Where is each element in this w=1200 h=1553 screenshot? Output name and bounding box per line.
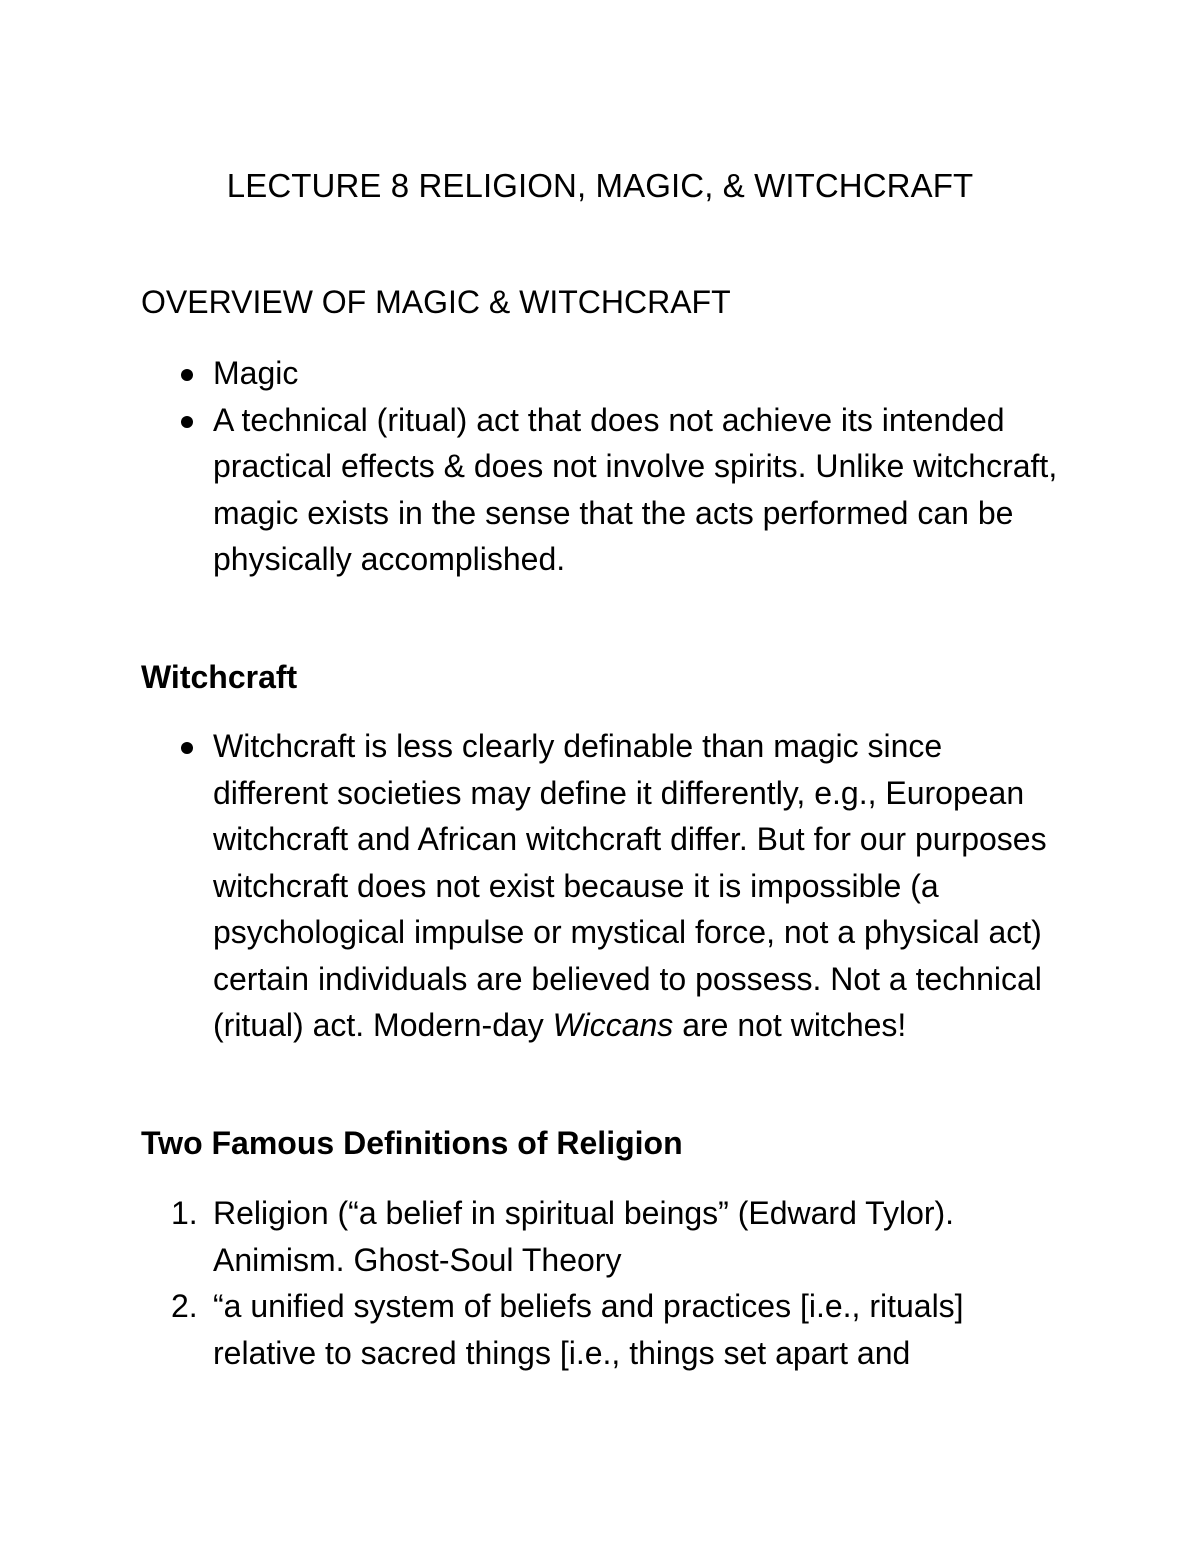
definition-text: Religion (“a belief in spiritual beings” (Edward Tylor). Animism. Ghost-Soul Theory (213, 1195, 955, 1278)
list-item (141, 1190, 1061, 1283)
witchcraft-bullet-list (141, 723, 1061, 1049)
definition-text: “a unified system of beliefs and practices [i.e., rituals] relative to sacred things [i.e., things set apart and (213, 1288, 964, 1371)
section-heading-definitions: Two Famous Definitions of Religion (141, 1125, 683, 1161)
list-number: 1. (171, 1195, 198, 1231)
section-heading-overview: OVERVIEW OF MAGIC & WITCHCRAFT (141, 284, 731, 320)
document-title: LECTURE 8 RELIGION, MAGIC, & WITCHCRAFT (226, 167, 974, 204)
section-heading-witchcraft: Witchcraft (141, 659, 298, 695)
witchcraft-text-tail: are not witches! (673, 1007, 907, 1043)
wiccans-emphasis: Wiccans (552, 1007, 674, 1043)
list-item (141, 1283, 1061, 1376)
witchcraft-text: Witchcraft is less clearly definable than magic since different societies may define it differently, e.g., European witchcraft and African witchcraft differ. But for our purposes witchcraft does not exist because it is impossible (a psychological impulse or mystical force, not a physical act) certain individuals are believed to possess. Not a technical (ritual) act. Modern-day (213, 728, 1047, 1043)
list-item (141, 723, 1061, 1049)
definitions-numbered-list (141, 1190, 1061, 1376)
overview-bullet-list (141, 350, 1061, 583)
list-item: Magic (141, 350, 1061, 397)
list-item: A technical (ritual) act that does not achieve its intended practical effects & does not involve spirits. Unlike witchcraft, magic exists in the sense that the acts performed can be physically accomplished. (141, 397, 1061, 583)
list-number: 2. (171, 1288, 198, 1324)
